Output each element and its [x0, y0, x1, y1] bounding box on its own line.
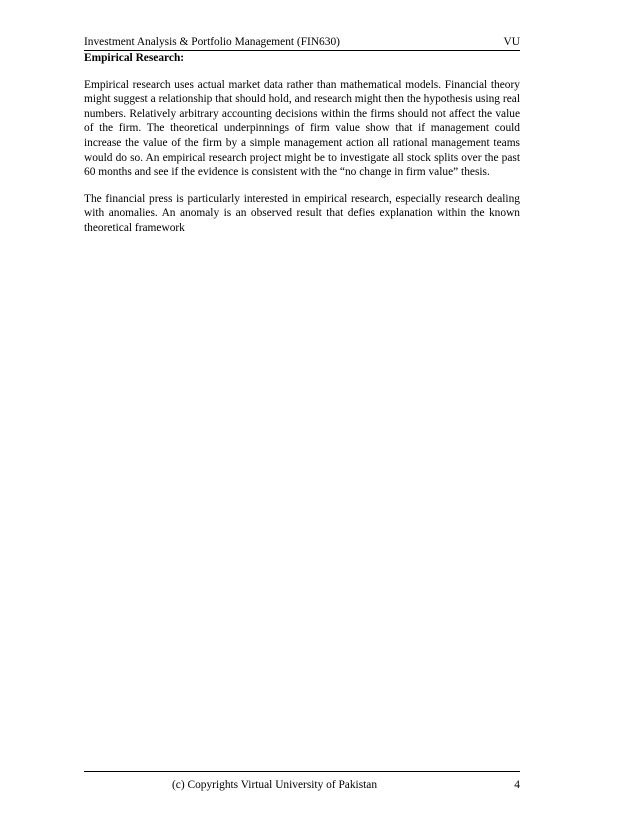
- paragraph-financial-press: The financial press is particularly interested in empirical research, especially research dealing with anomalies. An anomaly is an observed result that defies explanation within the known theoretical framework: [84, 192, 520, 234]
- main-content: [84, 51, 520, 248]
- page-header: [84, 36, 520, 51]
- copyright-notice: (c) Copyrights Virtual University of Pakistan: [172, 779, 378, 791]
- course-title: Investment Analysis & Portfolio Management (FIN630): [84, 36, 340, 48]
- institution-abbreviation: VU: [503, 36, 520, 48]
- paragraph-empirical-research: Empirical research uses actual market data rather than mathematical models. Financial theory might suggest a relationship that should hold, and research might then the hypothesis using real numbers. Relatively arbitrary accounting decisions within the firms should not affect the value of the firm. The theoretical underpinnings of firm value show that if management could increase the value of the firm by a simple management action all rational management teams would do so. An empirical research project might be to investigate all stock splits over the past 60 months and see if the evidence is consistent with the “no change in firm value” thesis.: [84, 78, 520, 179]
- page-footer: [84, 771, 520, 791]
- page-number: 4: [514, 779, 520, 791]
- section-heading: Empirical Research:: [84, 52, 185, 64]
